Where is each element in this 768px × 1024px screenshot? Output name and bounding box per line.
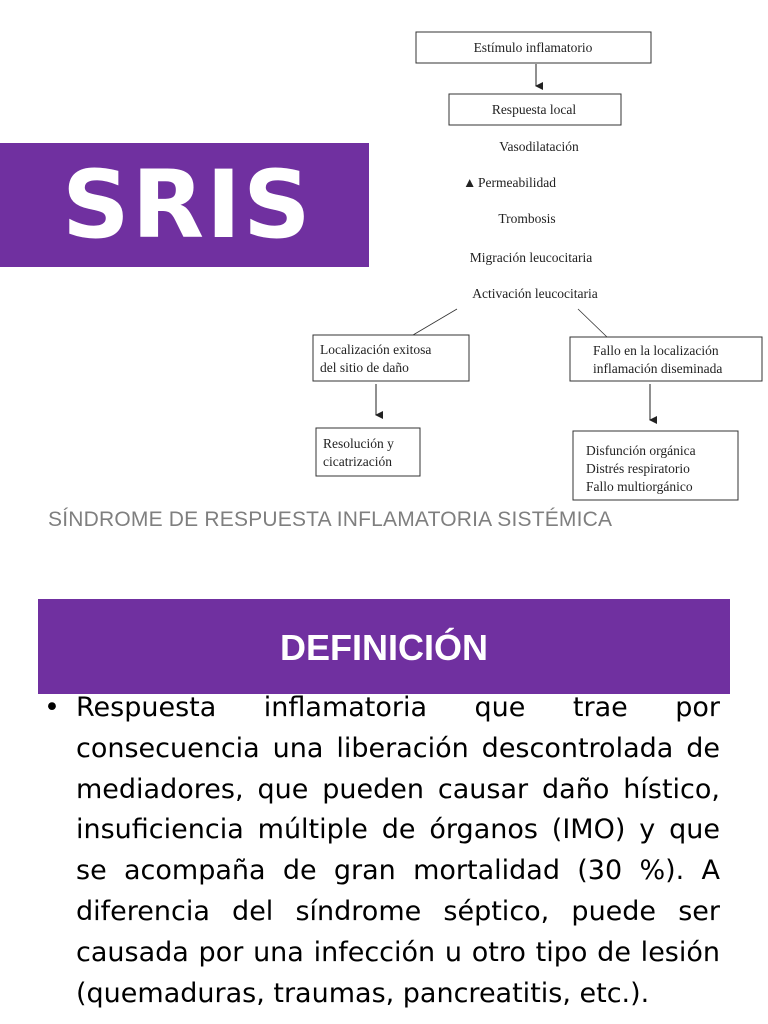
right-result-line1: Disfunción orgánica	[586, 443, 696, 458]
up-arrow-icon: ▲	[463, 175, 477, 190]
step-activacion: Activación leucocitaria	[472, 286, 598, 301]
definition-bullet	[44, 688, 720, 1014]
branch-line-left	[413, 309, 457, 335]
right-outcome-line1: Fallo en la localización	[593, 343, 719, 358]
slide-subtitle: SÍNDROME DE RESPUESTA INFLAMATORIA SISTÉMICA	[48, 508, 613, 531]
right-outcome-line2: inflamación diseminada	[593, 361, 723, 376]
branch-line-right	[578, 309, 607, 337]
right-result-line3: Fallo multiorgánico	[586, 479, 693, 494]
left-outcome-line1: Localización exitosa	[320, 342, 432, 357]
stimulus-label: Estímulo inflamatorio	[473, 40, 593, 55]
left-outcome-line2: del sitio de daño	[320, 360, 409, 375]
step-trombosis: Trombosis	[498, 211, 556, 226]
section-title: DEFINICIÓN	[279, 627, 488, 668]
definition-text: Respuesta inflamatoria que trae por consecuencia una liberación descontrolada de mediadores, que pueden causar daño hístico, insuficiencia múltiple de órganos (IMO) y que se acompaña de gran mortalidad (30 %). A diferencia del síndrome séptico, puede ser causada por una infección u otro tipo de lesión (quemaduras, traumas, pancreatitis, etc.).	[76, 692, 720, 1009]
bullet-dot-icon: •	[44, 692, 60, 723]
step-vasodilatacion: Vasodilatación	[499, 139, 579, 154]
left-result-line1: Resolución y	[323, 436, 394, 451]
left-result-line2: cicatrización	[323, 454, 392, 469]
local-response-label: Respuesta local	[491, 102, 577, 117]
slide-title: SRIS	[62, 151, 313, 260]
step-permeabilidad: Permeabilidad	[478, 175, 556, 190]
step-migracion: Migración leucocitaria	[469, 250, 593, 265]
right-result-line2: Distrés respiratorio	[586, 461, 690, 476]
inflammation-flow-diagram	[300, 20, 768, 510]
